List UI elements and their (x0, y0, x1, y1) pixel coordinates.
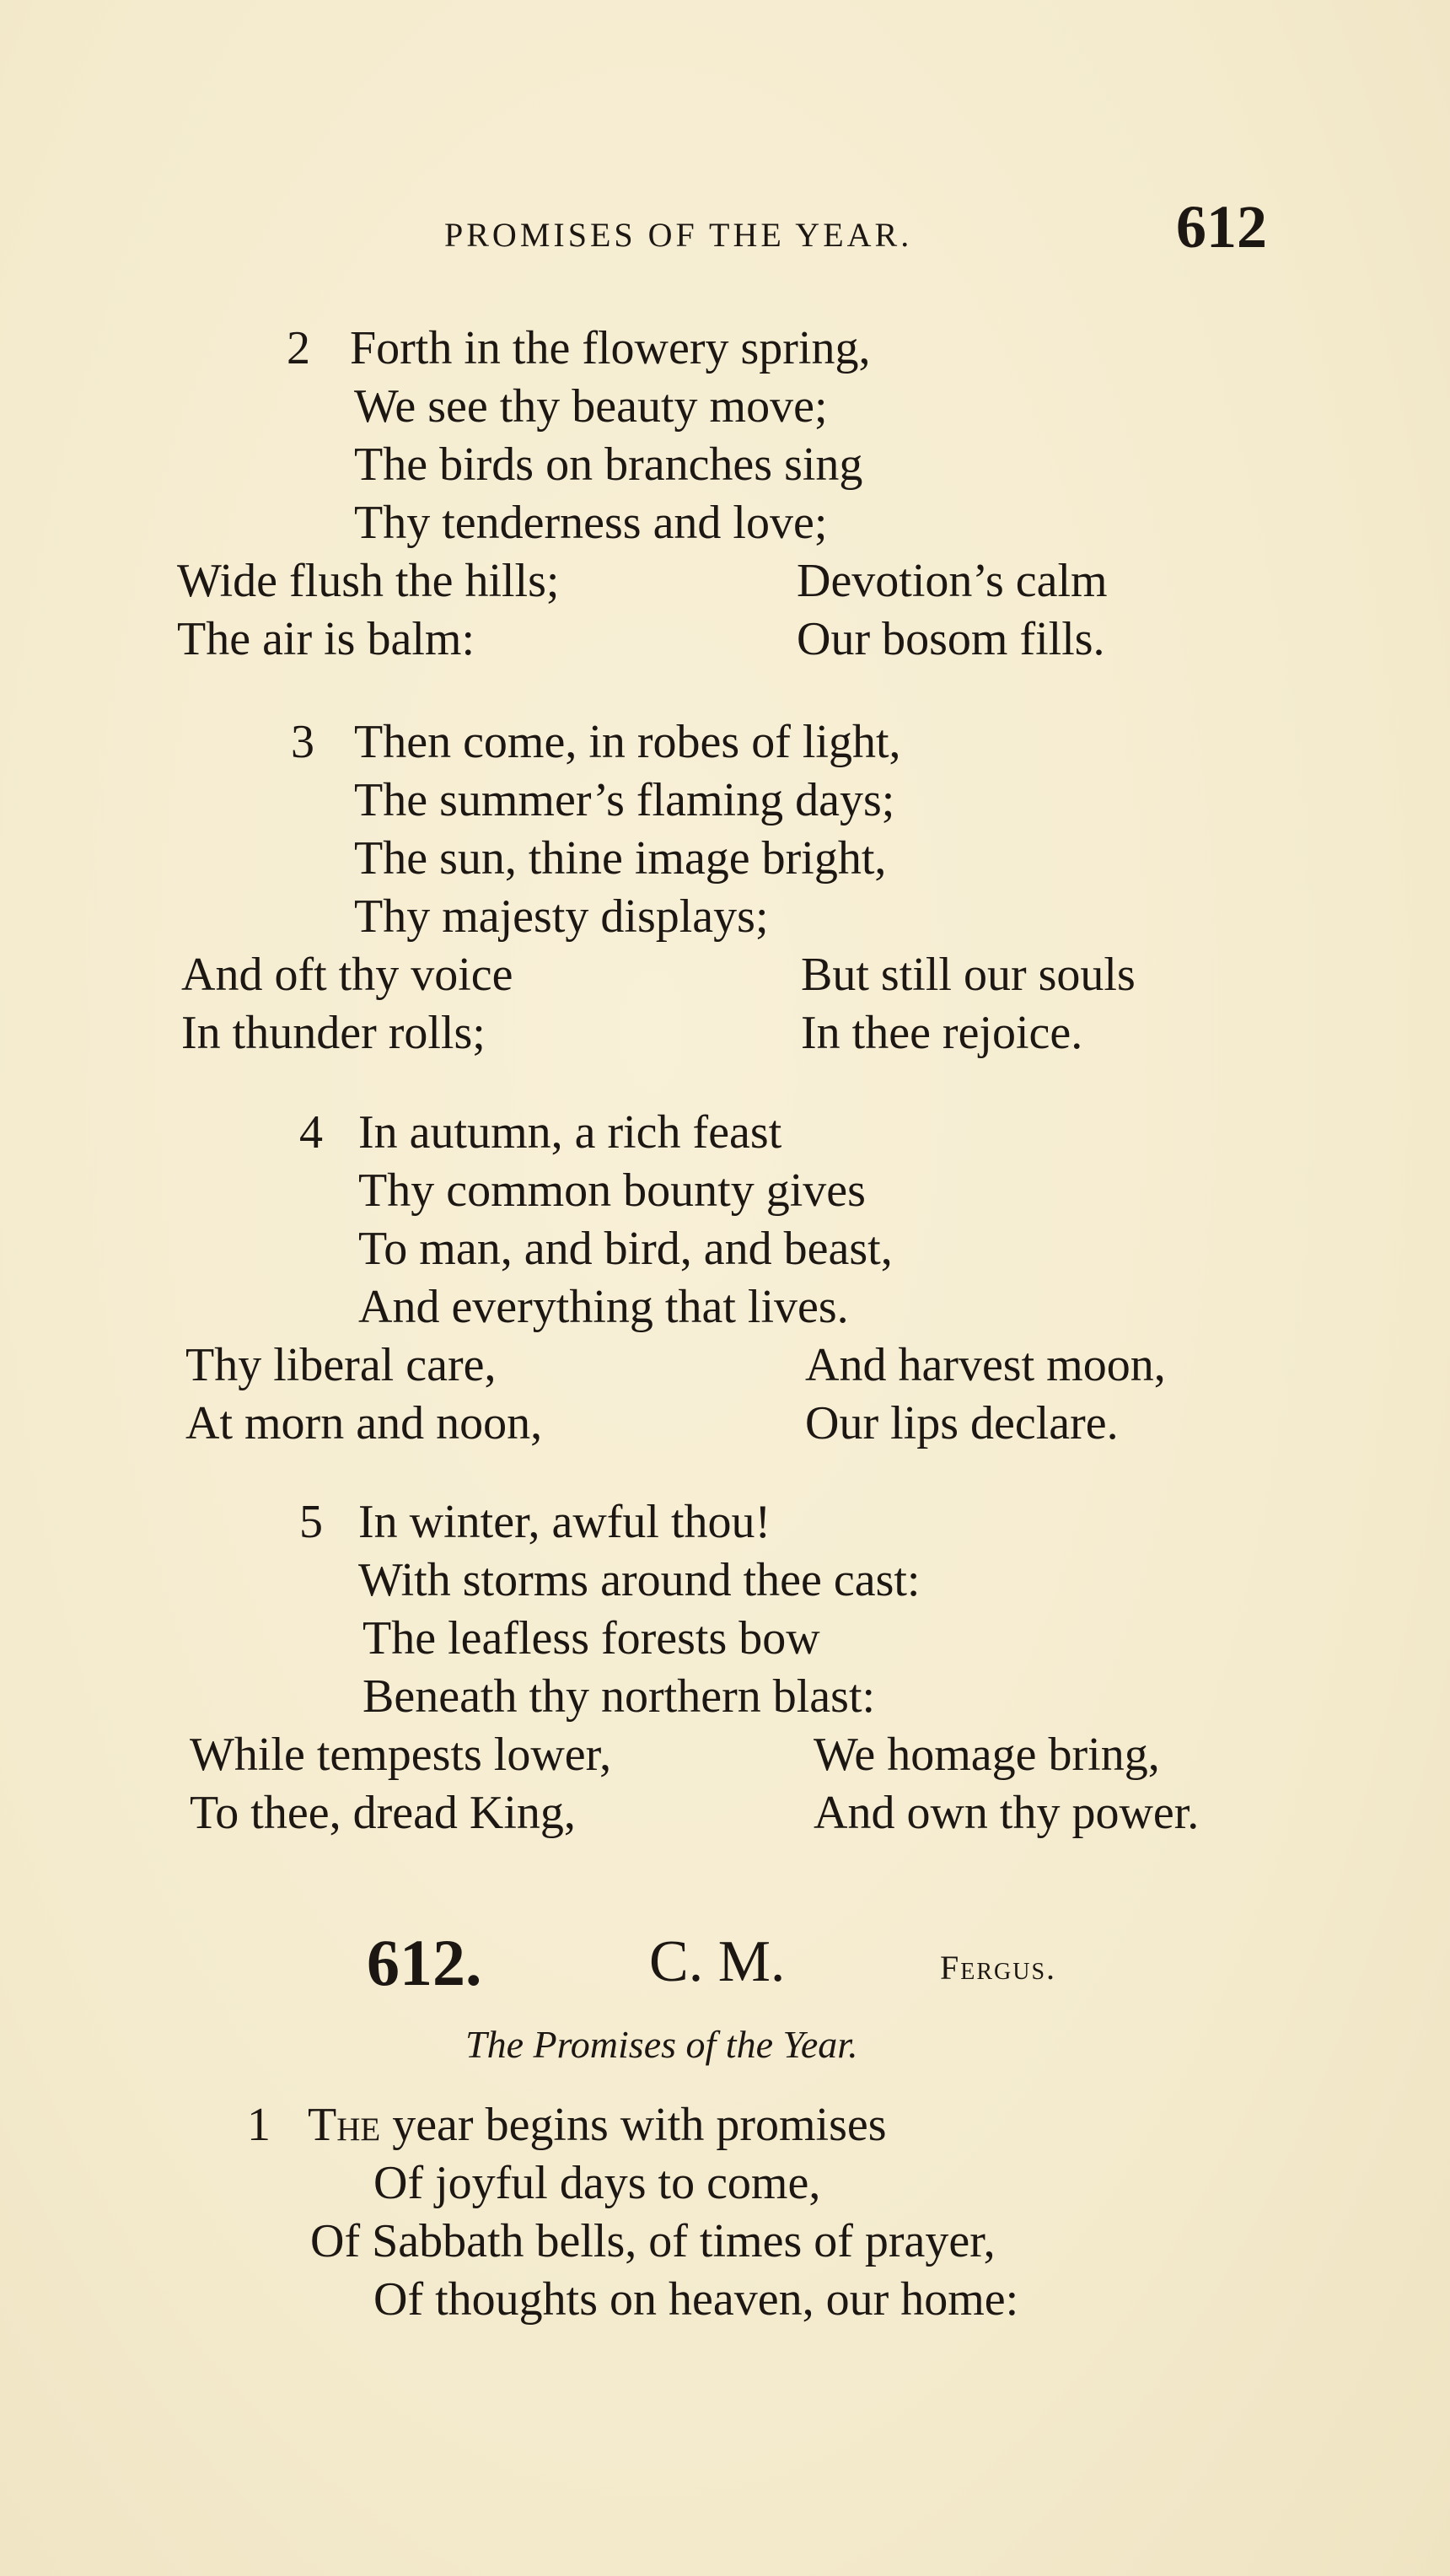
verse-line: We see thy beauty move; (354, 380, 828, 433)
verse-line: Beneath thy northern blast: (362, 1670, 876, 1723)
verse-line: Thy common bounty gives (358, 1164, 866, 1217)
stanza-number: 2 (287, 322, 310, 374)
verse-line: The leafless forests bow (362, 1612, 820, 1664)
first-line-rest: year begins with promises (380, 2099, 887, 2151)
verse-line-right: In thee rejoice. (801, 1007, 1083, 1059)
verse-line-right: Our bosom fills. (797, 613, 1105, 665)
running-head: PROMISES OF THE YEAR. (444, 216, 913, 254)
verse-line: Of joyful days to come, (373, 2157, 821, 2209)
verse-line-right: And own thy power. (814, 1787, 1200, 1839)
verse-line-left: In thunder rolls; (181, 1007, 486, 1059)
verse-line: The birds on branches sing (354, 438, 863, 491)
stanza-number: 3 (291, 716, 314, 768)
stanza-number: 5 (299, 1496, 323, 1548)
page-number: 612 (1176, 193, 1267, 261)
verse-line-left: And oft thy voice (181, 949, 513, 1001)
verse-line-left: To thee, dread King, (190, 1787, 576, 1839)
verse-line: The summer’s flaming days; (354, 774, 895, 826)
verse-line-left: Wide flush the hills; (177, 555, 560, 607)
hymn-header (367, 1925, 1125, 2001)
verse-line: The sun, thine image bright, (354, 832, 887, 885)
verse-line-left: While tempests lower, (190, 1729, 612, 1781)
verse-line-right: And harvest moon, (805, 1339, 1166, 1391)
verse-line-right: Our lips declare. (805, 1397, 1119, 1449)
hymn-tune: Fergus. (940, 1949, 1057, 1987)
verse-line: To man, and bird, and beast, (358, 1223, 893, 1275)
verse-line-right: We homage bring, (814, 1729, 1160, 1781)
verse-line: In autumn, a rich feast (358, 1106, 782, 1159)
verse-line-right: But still our souls (801, 949, 1136, 1001)
verse-line (308, 2099, 887, 2151)
verse-line: Forth in the flowery spring, (350, 322, 871, 374)
stanza-number: 4 (299, 1106, 323, 1159)
verse-line-right: Devotion’s calm (797, 555, 1108, 607)
hymn-meter: C. M. (649, 1929, 786, 1994)
first-word: The (308, 2099, 381, 2151)
verse-line: Of Sabbath bells, of times of prayer, (310, 2215, 996, 2267)
verse-line-left: The air is balm: (177, 613, 475, 665)
stanza-number: 1 (247, 2099, 271, 2151)
verse-line: Thy tenderness and love; (354, 497, 828, 549)
verse-line: With storms around thee cast: (358, 1554, 921, 1606)
hymn-number: 612. (367, 1926, 482, 1999)
verse-line: And everything that lives. (358, 1281, 849, 1333)
hymn-title: The Promises of the Year. (465, 2023, 858, 2066)
verse-line: Thy majesty displays; (354, 890, 769, 943)
verse-line: Of thoughts on heaven, our home: (373, 2273, 1019, 2326)
verse-line-left: Thy liberal care, (185, 1339, 497, 1391)
verse-line-left: At morn and noon, (185, 1397, 543, 1449)
verse-line: In winter, awful thou! (358, 1496, 771, 1548)
verse-line: Then come, in robes of light, (354, 716, 901, 768)
